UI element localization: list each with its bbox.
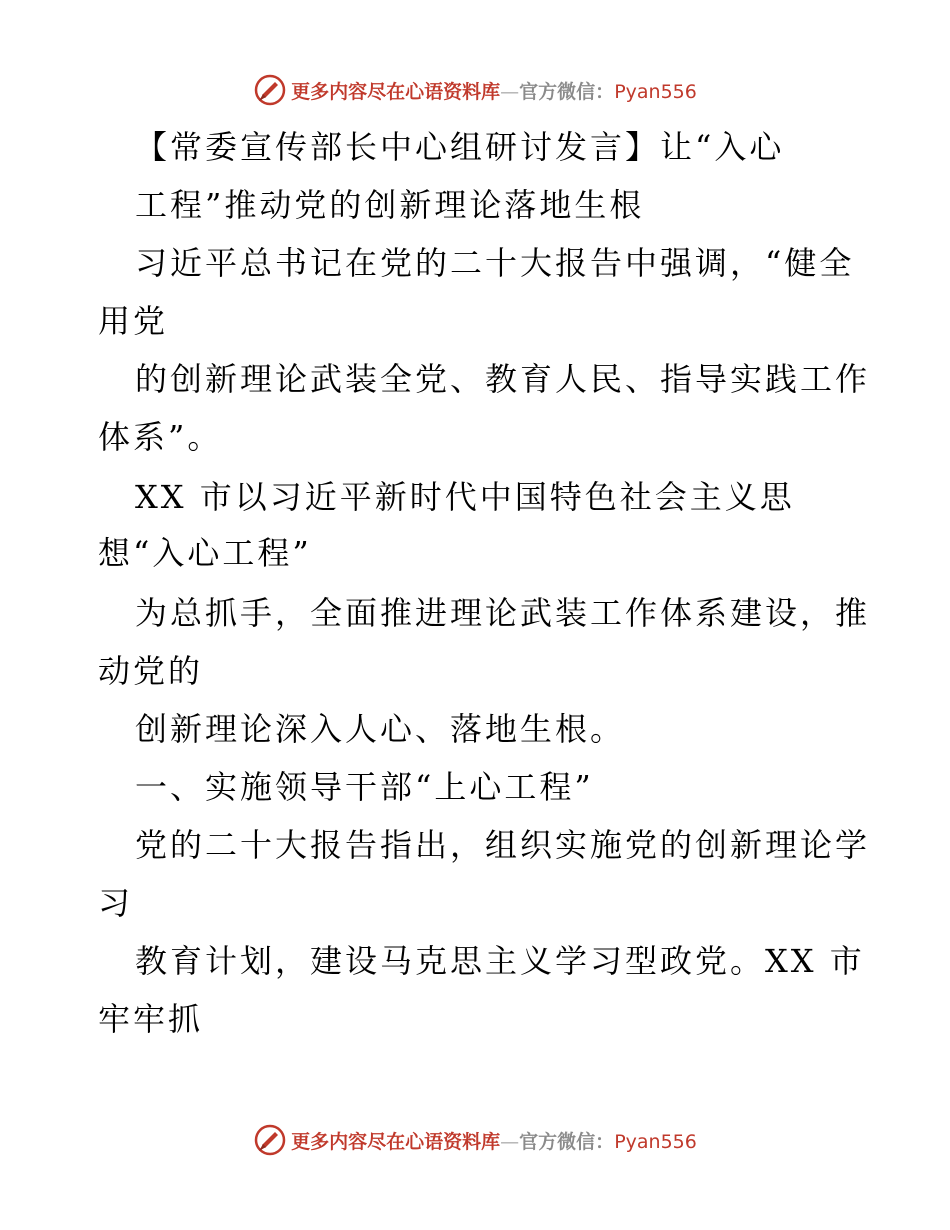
- banner-brand: 更多内容尽在心语资料库: [291, 1130, 501, 1153]
- banner-brand: 更多内容尽在心语资料库: [291, 80, 501, 103]
- paragraph-line: XX 市以习近平新时代中国特色社会主义思: [135, 478, 795, 516]
- paragraph-line: 习近平总书记在党的二十大报告中强调，“健全: [135, 244, 855, 282]
- logo-icon: [253, 73, 287, 107]
- paragraph-line: 用党: [98, 302, 169, 340]
- banner-account: Pyan556: [614, 1130, 697, 1153]
- header-banner: [0, 70, 950, 110]
- document-title: 【常委宣传部长中心组研讨发言】让“入心: [135, 128, 785, 166]
- banner-account: Pyan556: [614, 80, 697, 103]
- paragraph-line: 党的二十大报告指出，组织实施党的创新理论学: [135, 826, 871, 864]
- paragraph-line: 为总抓手，全面推进理论武装工作体系建设，推: [135, 594, 871, 632]
- footer-banner: [0, 1120, 950, 1160]
- paragraph-line: 牢牢抓: [98, 1000, 204, 1038]
- paragraph-line: 创新理论深入人心、落地生根。: [135, 710, 626, 748]
- paragraph-line: 教育计划，建设马克思主义学习型政党。XX 市: [135, 942, 865, 980]
- document-title-cont: 工程”推动党的创新理论落地生根: [135, 186, 645, 224]
- paragraph-line: 想“入心工程”: [98, 534, 312, 572]
- banner-dash: —: [500, 1130, 520, 1153]
- banner-label: 官方微信：: [519, 80, 615, 103]
- paragraph-line: 的创新理论武装全党、教育人民、指导实践工作: [135, 360, 871, 398]
- banner-label: 官方微信：: [519, 1130, 615, 1153]
- section-heading: 一、实施领导干部“上心工程”: [135, 768, 594, 806]
- logo-icon: [253, 1123, 287, 1157]
- paragraph-line: 动党的: [98, 652, 204, 690]
- paragraph-line: 体系”。: [98, 418, 223, 456]
- banner-dash: —: [500, 80, 520, 103]
- paragraph-line: 习: [98, 884, 134, 922]
